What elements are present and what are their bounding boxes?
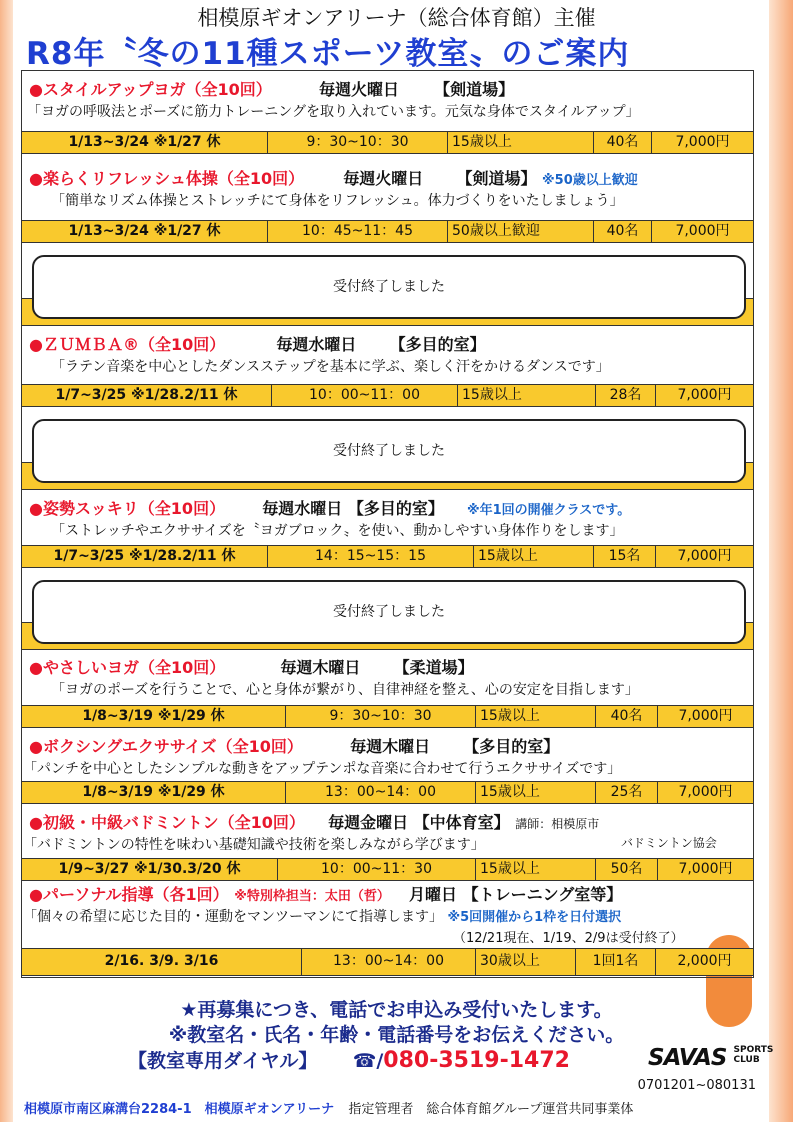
class-description: 「ストレッチやエクササイズを〝ヨガブロック〟を使い、動かしやすい身体作りをします」: [51, 523, 624, 539]
class-schedule: 月曜日: [409, 885, 458, 904]
fee-cell: 7,000円: [677, 387, 732, 403]
time-cell: 9：30~10：30: [286, 706, 476, 727]
savas-logo: [648, 1045, 773, 1071]
period-cell: 1/13~3/24 ※1/27 休: [22, 221, 268, 242]
closed-banner: 受付終了しました: [32, 255, 746, 319]
class-note: ※5回開催から1枠を日付選択: [447, 910, 622, 925]
capacity-cell: 40名: [594, 132, 652, 153]
class-place: 【柔道場】: [393, 658, 474, 677]
class-place: 【多目的室】: [389, 335, 486, 354]
class-schedule: 毎週金曜日: [328, 813, 409, 832]
class-block-8: [21, 882, 754, 946]
class-name: ●やさしいヨガ（全10回）: [29, 658, 226, 677]
time-cell: 9：30~10：30: [268, 132, 448, 153]
fee-cell: 2,000円: [677, 953, 732, 969]
class-name: ●スタイルアップヨガ（全10回）: [29, 80, 272, 99]
dial-label: 【教室専用ダイヤル】: [128, 1050, 318, 1072]
period-cell: 1/7~3/25 ※1/28.2/11 休: [22, 546, 268, 567]
organizer-line: 相模原ギオンアリーナ（総合体育館）主催: [197, 6, 596, 30]
class-description: 「バドミントンの特性を味わい基礎知識や技術を楽しみながら学びます」: [23, 837, 485, 853]
class-block-7: [21, 810, 754, 860]
class-schedule: 毎週木曜日: [350, 737, 431, 756]
manager: 指定管理者 総合体育館グループ運営共同事業体: [348, 1102, 634, 1117]
class-description: 「ヨガの呼吸法とポーズに筋力トレーニングを取り入れています。元気な身体でスタイルアップ」: [27, 104, 640, 120]
age-cell: 15歳以上: [476, 859, 596, 880]
address: 相模原市南区麻溝台2284-1 相模原ギオンアリーナ: [24, 1102, 335, 1117]
age-cell: 30歳以上: [476, 949, 576, 975]
class-schedule: 毎週水曜日: [276, 335, 357, 354]
class-row-8: [21, 948, 754, 976]
class-note: 講師：相模原市: [515, 817, 600, 831]
right-border-decoration: [769, 0, 793, 1122]
class-row-3: [21, 384, 754, 407]
class-row-6: [21, 781, 754, 804]
time-cell: 14：15~15：15: [268, 546, 474, 567]
closed-banner: 受付終了しました: [32, 580, 746, 644]
class-schedule: 毎週木曜日: [280, 658, 361, 677]
time-cell: 10：00~11：30: [278, 859, 476, 880]
class-note: ※50歳以上歓迎: [542, 173, 638, 188]
phone-line: [128, 1046, 570, 1073]
period-cell: 2/16. 3/9. 3/16: [22, 949, 302, 975]
class-place: 【剣道場】: [434, 80, 515, 99]
time-cell: 10：00~11：00: [272, 385, 458, 406]
class-place: 【剣道場】: [456, 169, 537, 188]
left-border-decoration: [0, 0, 13, 1122]
age-cell: 15歳以上: [448, 132, 594, 153]
phone-icon: ☎/: [352, 1050, 384, 1072]
class-block-2: [21, 166, 754, 221]
brand-name: SAVAS: [648, 1045, 727, 1071]
footer-address-line: [24, 1098, 633, 1117]
capacity-cell: 40名: [594, 221, 652, 242]
class-name: ●初級・中級バドミントン（全10回）: [29, 813, 305, 832]
class-row-1: [21, 131, 754, 154]
document-code: 0701201~080131: [637, 1078, 756, 1093]
class-place: 【中体育室】: [413, 813, 510, 832]
class-row-7: [21, 858, 754, 881]
fee-cell: 7,000円: [675, 134, 730, 150]
class-block-5: [21, 655, 754, 710]
class-note: ※年1回の開催クラスです。: [467, 503, 631, 518]
brand-sub-2: CLUB: [733, 1055, 760, 1065]
capacity-cell: 50名: [596, 859, 658, 880]
period-cell: 1/8~3/19 ※1/29 休: [22, 782, 286, 803]
fee-cell: 7,000円: [675, 223, 730, 239]
class-schedule: 毎週火曜日: [343, 169, 424, 188]
period-cell: 1/8~3/19 ※1/29 休: [22, 706, 286, 727]
class-name: ●ボクシングエクササイズ（全10回）: [29, 737, 303, 756]
page-title: R8年〝冬の11種スポーツ教室〟のご案内: [26, 36, 630, 72]
capacity-cell: 28名: [596, 385, 656, 406]
time-cell: 13：00~14：00: [286, 782, 476, 803]
time-cell: 10：45~11：45: [268, 221, 448, 242]
class-description: 「個々の希望に応じた目的・運動をマンツーマンにて指導します」: [23, 909, 443, 925]
class-name: ●ＺＵＭＢＡ®（全10回）: [29, 335, 226, 354]
class-description: 「簡単なリズム体操とストレッチにて身体をリフレッシュ。体力づくりをいたしましょう」: [51, 193, 624, 209]
class-place: 【トレーニング室等】: [462, 885, 623, 904]
class-description: 「ヨガのポーズを行うことで、心と身体が繋がり、自律神経を整え、心の安定を目指します」: [51, 682, 639, 698]
period-cell: 1/7~3/25 ※1/28.2/11 休: [22, 385, 272, 406]
class-place: 【多目的室】: [463, 737, 560, 756]
footer-line-2: ※教室名・氏名・年齢・電話番号をお伝えください。: [168, 1024, 625, 1046]
class-schedule: 毎週火曜日: [318, 80, 399, 99]
closed-banner: 受付終了しました: [32, 419, 746, 483]
capacity-cell: 25名: [596, 782, 658, 803]
age-cell: 15歳以上: [476, 706, 596, 727]
time-cell: 13：00~14：00: [302, 949, 476, 975]
class-description: 「ラテン音楽を中心としたダンスステップを基本に学ぶ、楽しく汗をかけるダンスです」: [51, 359, 610, 375]
period-cell: 1/13~3/24 ※1/27 休: [22, 132, 268, 153]
capacity-cell: 40名: [596, 706, 658, 727]
class-row-5: [21, 705, 754, 728]
fee-cell: 7,000円: [677, 548, 732, 564]
class-name: ●楽らくリフレッシュ体操（全10回）: [29, 169, 305, 188]
class-schedule: 毎週水曜日: [262, 499, 343, 518]
brand-sub-1: SPORTS: [733, 1045, 774, 1055]
class-description: 「パンチを中心としたシンプルな動きをアップテンポな音楽に合わせて行うエクササイズです」: [23, 761, 622, 777]
footer-line-1: ★再募集につき、電話でお申込み受付いたします。: [180, 999, 613, 1021]
class-block-3: [21, 332, 754, 387]
capacity-cell: 1回1名: [576, 949, 656, 975]
class-special: ※特別枠担当：太田（哲）: [234, 889, 390, 904]
class-name: ●パーソナル指導（各1回）: [29, 885, 229, 904]
fee-cell: 7,000円: [678, 708, 733, 724]
class-description-2: （12/21現在、1/19、2/9は受付終了）: [453, 931, 684, 946]
class-row-4: [21, 545, 754, 568]
fee-cell: 7,000円: [678, 861, 733, 877]
age-cell: 50歳以上歓迎: [448, 221, 594, 242]
class-note-2: バドミントン協会: [621, 836, 717, 850]
age-cell: 15歳以上: [476, 782, 596, 803]
period-cell: 1/9~3/27 ※1/30.3/20 休: [22, 859, 278, 880]
age-cell: 15歳以上: [458, 385, 596, 406]
class-block-4: [21, 496, 754, 551]
phone-number: 080-3519-1472: [383, 1048, 570, 1073]
class-block-1: [21, 77, 754, 132]
class-name: ●姿勢スッキリ（全10回）: [29, 499, 226, 518]
class-place: 【多目的室】: [347, 499, 444, 518]
age-cell: 15歳以上: [474, 546, 594, 567]
capacity-cell: 15名: [594, 546, 656, 567]
class-row-2: [21, 220, 754, 243]
fee-cell: 7,000円: [678, 784, 733, 800]
